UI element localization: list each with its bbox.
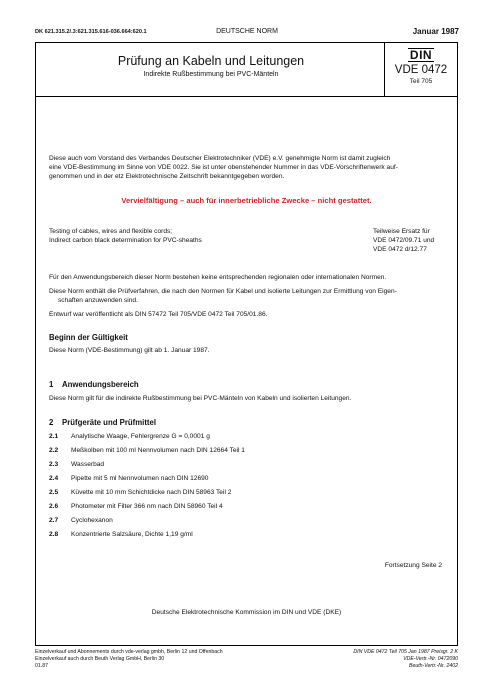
din-logo: DIN <box>409 48 433 62</box>
validity-text: Diese Norm (VDE-Bestimmung) gilt ab 1. Januar 1987. <box>49 347 210 354</box>
continuation-note: Fortsetzung Seite 2 <box>384 562 442 569</box>
part-number: Teil 705 <box>409 78 433 85</box>
norm-type: DEUTSCHE NORM <box>216 28 278 35</box>
vde-number: VDE 0472 <box>394 64 448 76</box>
document-body: Diese auch vom Vorstand des Verbandes Deutscher Elektrotechniker (VDE) e.V. genehmigte Norm ist damit zugleich eine VDE-Bestimmung im Sinne von VDE 0022. Sie ist unter obenstehender Nummer in das VDE-Vorschriftenwerk auf- genommen und in der etz Elektrotechnische Zeitschrift bekanntgegeben worden. Vervielfältigung – auch für innerbetriebliche Zwecke – nicht gestattet. Testing of cables, wires and flexible cords; Indirect carbon black determination for PVC-sheaths Teilweise Ersatz für VDE 0472/09.71 und VDE 0472 d/12.77 Für den Anwendungsbereich dieser Norm bestehen keine entsprechenden regionalen oder internationalen Normen. Diese Norm enthält die Prüfverfahren, die nach den Normen für Kabel und isolierte Leitungen zur Ermittlung von Eigen- schaften anzuwenden sind. Entwurf war veröffentlicht als DIN 57472 Teil 705/VDE 0472 Teil 705/01.86. Beginn der Gültigkeit Diese Norm (VDE-Bestimmung) gilt ab 1. Januar 1987. 1 Anwendungsbereich Diese Norm gilt für die indirekte Rußbestimmung bei PVC-Mänteln von Kabeln und isolierten Leitungen. 2 Prüfgeräte und Prüfmittel 2.1 Analytische Waage, Fehlergrenze G = 0,0001 g 2.2 Meßkolben mit 100 ml Nennvolumen nach DIN 12664 Teil 1 2.3 Wasserbad 2.4 Pipette mit 5 ml Nennvolumen nach DIN 12690 2.5 Küvette mit 10 mm Schichtdicke nach DIN 58963 Teil 2 2.6 Photometer mit Filter 366 nm nach DIN 58960 Teil 4 2.7 Cyclohexanon 2.8 Konzentrierte Salzsäure, Dichte 1,19 g/ml Fortsetzung Seite 2 Deutsche Elektrotechnische Kommission im DIN und VDE (DKE) <box>35 97 458 646</box>
din-designation <box>384 43 457 96</box>
replacement-note: Teilweise Ersatz für VDE 0472/09.71 und VDE 0472 d/12.77 <box>373 228 435 253</box>
intro-paragraph: Diese auch vom Vorstand des Verbandes Deutscher Elektrotechniker (VDE) e.V. genehmigte Norm ist damit zugleich eine VDE-Bestimmung im Sinne von VDE 0022. Sie ist unter obenstehender Nummer in das VDE-Vorschriftenwerk auf- genommen und in der etz Elektrotechnische Zeitschrift bekanntgegeben worden. <box>49 155 398 180</box>
draft-note: Entwurf war veröffentlicht als DIN 57472 Teil 705/VDE 0472 Teil 705/01.86. <box>49 311 268 318</box>
document-title: Prüfung an Kabeln und Leitungen <box>117 54 305 68</box>
footer-reference: DIN VDE 0472 Teil 705 Jan 1987 Preisgr. 2 K VDE-Vertr.-Nr. 0472090 Beuth-Vertr.-Nr. 2402 <box>353 649 458 669</box>
document-header <box>35 27 459 39</box>
scope-note: Für den Anwendungsbereich dieser Norm bestehen keine entsprechenden regionalen oder internationalen Normen. <box>49 274 387 281</box>
validity-heading: Beginn der Gültigkeit <box>49 333 128 342</box>
section-2-heading: 2 Prüfgeräte und Prüfmittel <box>49 418 157 427</box>
commission-line: Deutsche Elektrotechnische Kommission im DIN und VDE (DKE) <box>151 609 342 616</box>
dk-classification: DK 621.315.2/.3:621.315.616-036.664:620.1 <box>35 29 147 35</box>
title-box <box>35 42 458 97</box>
procedure-note: Diese Norm enthält die Prüfverfahren, die nach den Normen für Kabel und isolierte Leitungen zur Ermittlung von Eigen- schaften anzuwenden sind. <box>49 288 397 304</box>
footer-publisher: Einzelverkauf und Abonnements durch vde-verlag gmbh, Berlin 12 und Offenbach Einzelverkauf auch durch Beuth Verlag GmbH, Berlin 30 01.87 <box>35 649 223 669</box>
section-1-text: Diese Norm gilt für die indirekte Rußbestimmung bei PVC-Mänteln von Kabeln und isolierten Leitungen. <box>49 395 352 402</box>
english-title: Testing of cables, wires and flexible cords; Indirect carbon black determination for PVC-sheaths <box>49 228 202 244</box>
document-subtitle: Indirekte Rußbestimmung bei PVC-Mänteln <box>143 71 279 78</box>
issue-date: Januar 1987 <box>412 27 459 36</box>
section-1-heading: 1 Anwendungsbereich <box>49 380 139 389</box>
reproduction-warning: Vervielfältigung – auch für innerbetriebliche Zwecke – nicht gestattet. <box>121 196 372 205</box>
